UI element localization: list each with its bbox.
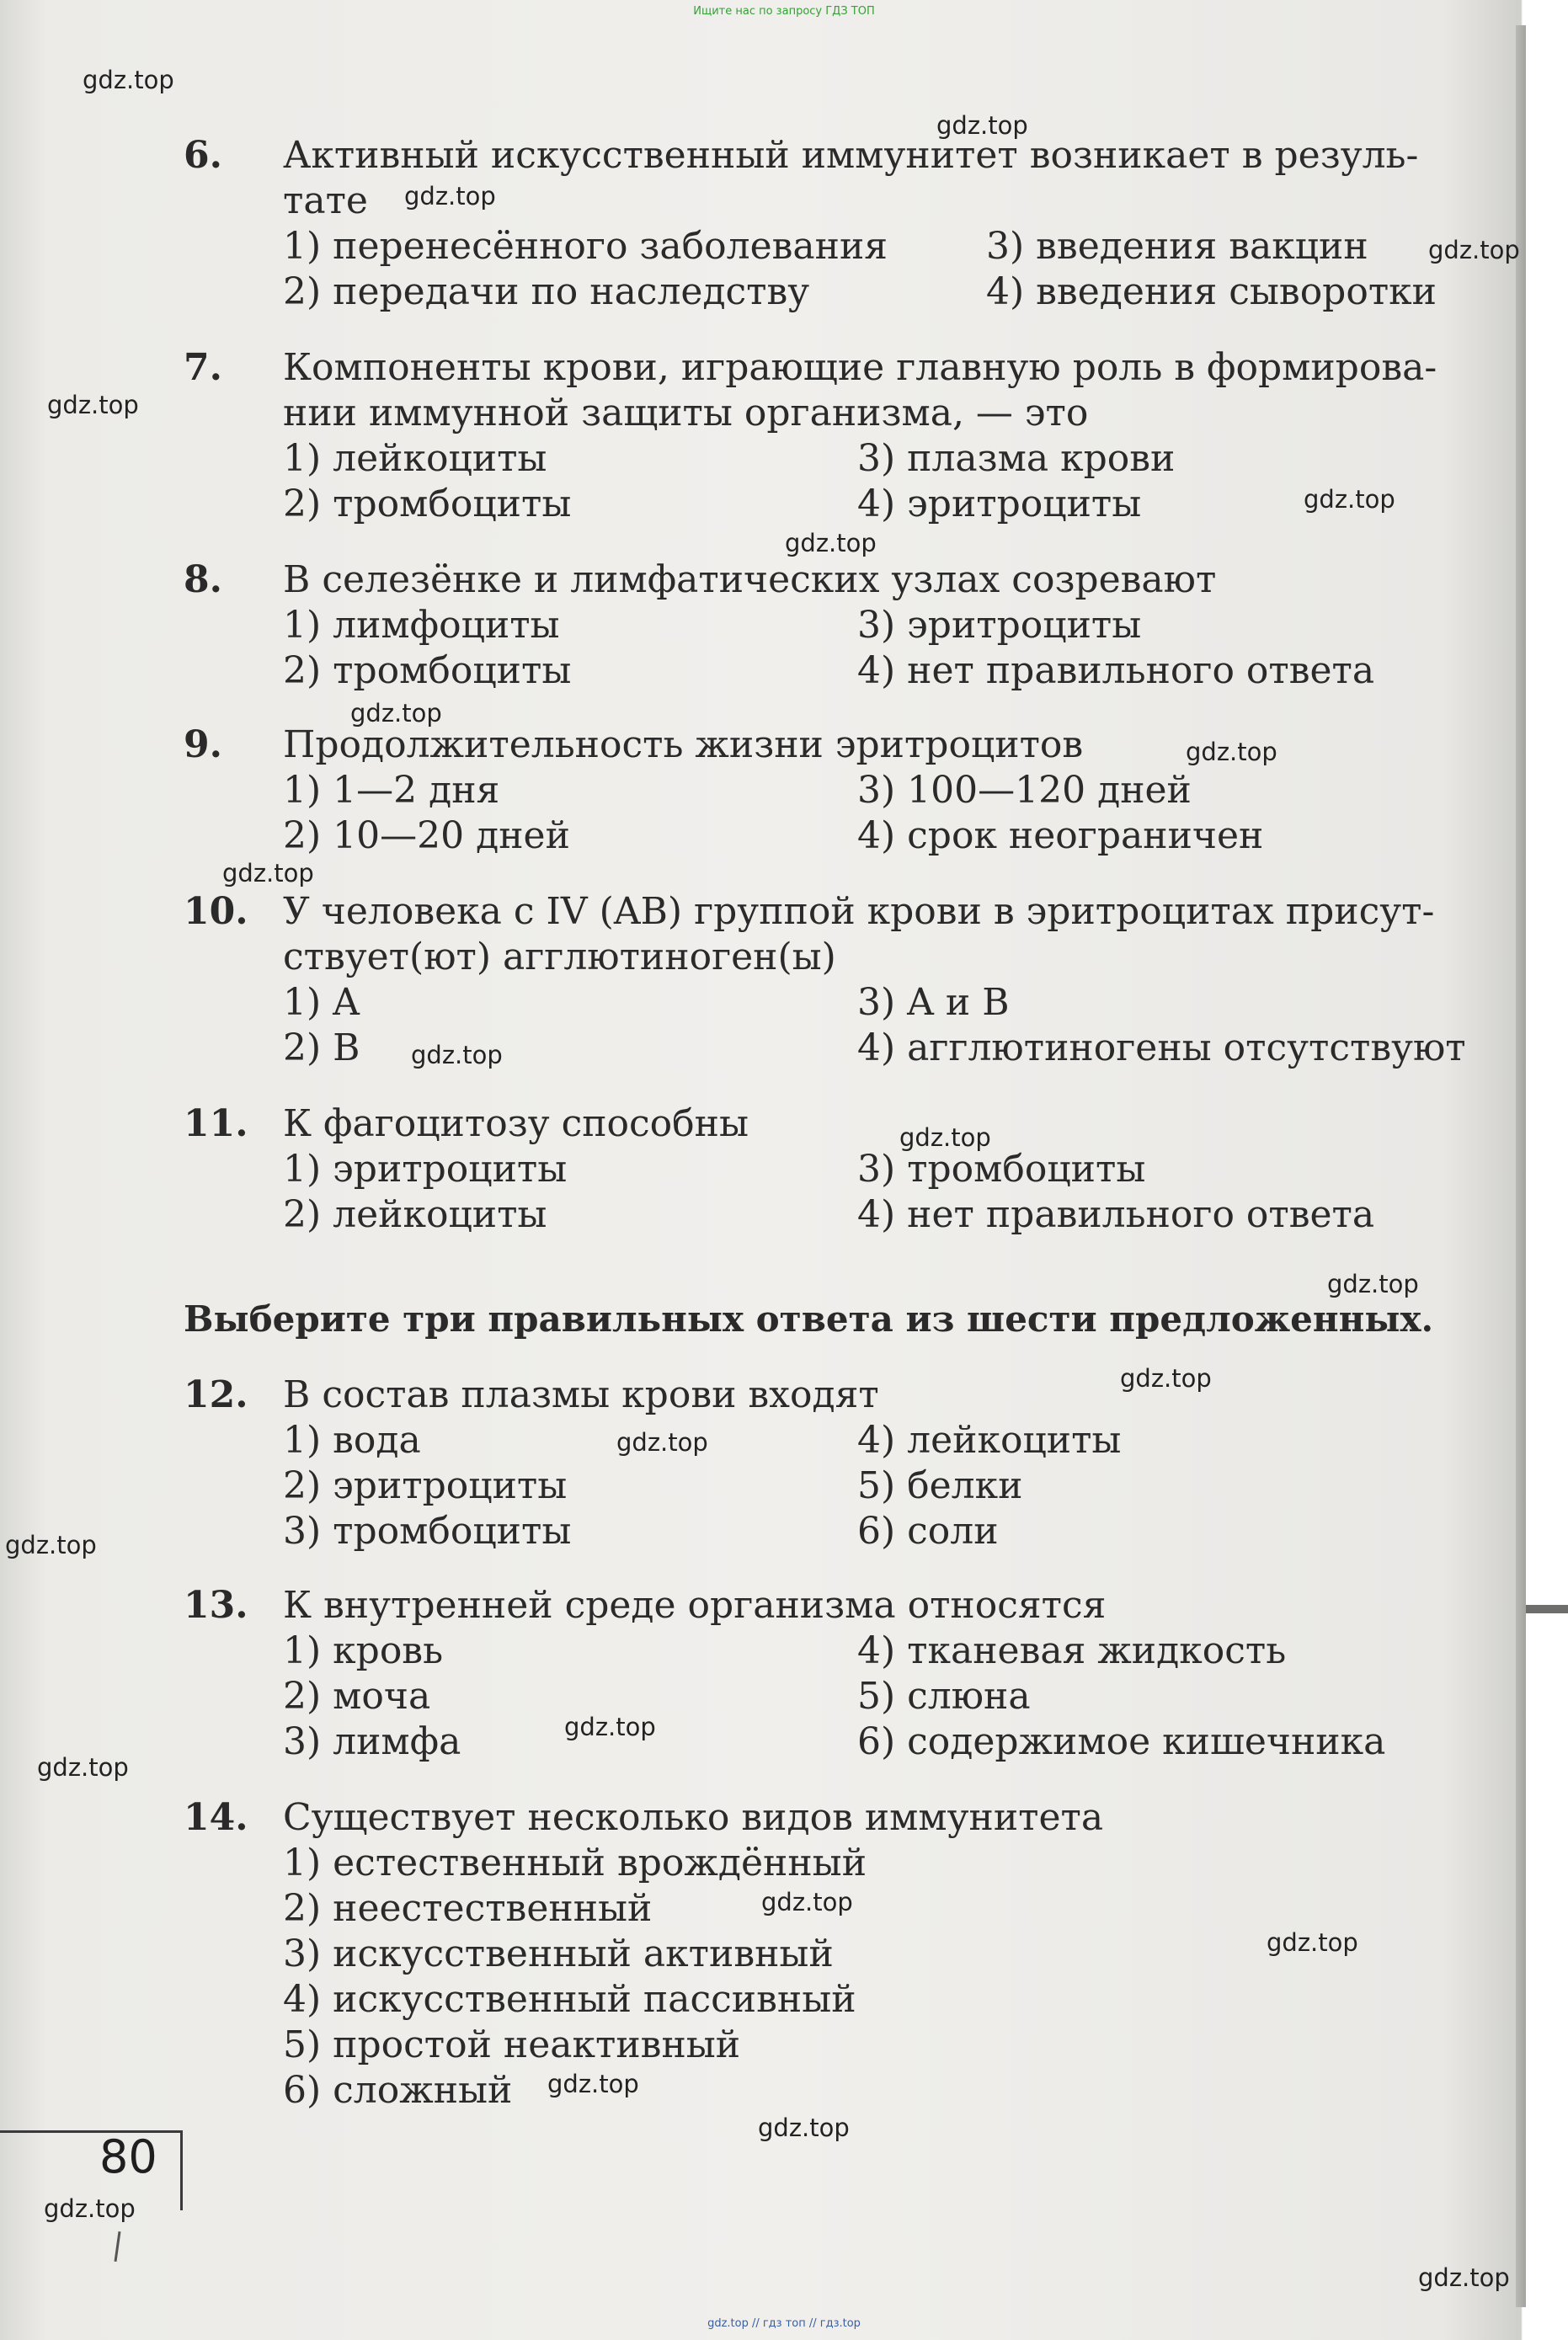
answer-option: 2) тромбоциты [283, 482, 572, 525]
answer-row [283, 1841, 1497, 1886]
answer-option: 6) содержимое кишечника [857, 1720, 1386, 1763]
question-text-line: Продолжительность жизни эритроцитов [283, 723, 1084, 766]
answer-row [283, 2068, 1497, 2113]
watermark: gdz.top [936, 111, 1028, 140]
answer-option: 4) нет правильного ответа [857, 1193, 1375, 1236]
section-instruction: Выберите три правильных ответа из шести предложенных. [184, 1298, 1434, 1340]
watermark: gdz.top [5, 1531, 97, 1559]
question-9 [184, 722, 1497, 859]
question-text-line: В состав плазмы крови входят [283, 1373, 879, 1416]
question-text-line: Существует несколько видов иммунитета [283, 1796, 1104, 1839]
answer-option: 4) агглютиногены отсутствуют [857, 1026, 1466, 1069]
question-8 [184, 557, 1497, 694]
watermark: gdz.top [350, 699, 442, 728]
answer-option: 1) лимфоциты [283, 604, 560, 647]
answer-option: 3) A и B [857, 981, 1010, 1024]
watermark: gdz.top [404, 182, 496, 211]
answer-option: 1) перенесённого заболевания [283, 225, 888, 268]
answer-row [283, 1719, 1497, 1765]
answer-row [283, 2023, 1497, 2068]
answer-option: 4) лейкоциты [857, 1419, 1122, 1462]
watermark: gdz.top [222, 859, 314, 887]
question-10 [184, 889, 1497, 1071]
question-text-line: К внутренней среде организма относятся [283, 1584, 1107, 1627]
watermark: gdz.top [899, 1123, 991, 1152]
question-number: 10. [184, 890, 248, 933]
watermark: gdz.top [564, 1713, 656, 1741]
answer-row [283, 1674, 1497, 1719]
question-text-line: Активный искусственный иммунитет возникает в резуль- [283, 134, 1419, 177]
answer-row [283, 1192, 1497, 1238]
answer-option: 2) B [283, 1026, 360, 1069]
answer-row [283, 603, 1497, 648]
watermark: gdz.top [616, 1428, 708, 1457]
question-number: 7. [184, 346, 222, 389]
answer-option: 4) нет правильного ответа [857, 649, 1375, 692]
watermark: gdz.top [1327, 1270, 1419, 1298]
watermark: gdz.top [37, 1753, 129, 1782]
scan-margin [1526, 0, 1568, 2340]
question-number: 6. [184, 134, 222, 177]
answer-row [283, 1463, 1497, 1509]
watermark: gdz.top [83, 66, 174, 94]
watermark: gdz.top [785, 529, 877, 557]
answer-row [283, 269, 1497, 315]
answer-option: 5) простой неактивный [283, 2023, 741, 2066]
question-number: 9. [184, 723, 222, 766]
answer-option: 2) эритроциты [283, 1464, 568, 1507]
watermark: gdz.top [1418, 2263, 1510, 2292]
question-number: 13. [184, 1584, 248, 1627]
answer-row [283, 1418, 1497, 1463]
answer-option: 4) введения сыворотки [986, 270, 1437, 313]
top-banner[interactable]: Ищите нас по запросу ГДЗ ТОП [693, 5, 875, 18]
page-number: 80 [99, 2130, 157, 2183]
answer-option: 4) искусственный пассивный [283, 1978, 856, 2021]
answer-option: 2) моча [283, 1675, 431, 1718]
question-6 [184, 133, 1497, 315]
answer-row [283, 224, 1497, 269]
watermark: gdz.top [1304, 485, 1395, 514]
answer-option: 1) эритроциты [283, 1148, 568, 1191]
answer-row [283, 768, 1497, 813]
question-number: 14. [184, 1796, 248, 1839]
question-13 [184, 1583, 1497, 1765]
answer-option: 3) искусственный активный [283, 1932, 834, 1975]
answer-option: 3) тромбоциты [857, 1148, 1146, 1191]
question-number: 12. [184, 1373, 248, 1416]
answer-option: 2) тромбоциты [283, 649, 572, 692]
answer-option: 3) эритроциты [857, 604, 1142, 647]
watermark: gdz.top [1186, 738, 1277, 766]
answer-row [283, 648, 1497, 694]
edge-mark [1526, 1605, 1568, 1613]
answer-option: 3) лимфа [283, 1720, 461, 1763]
question-text-line: тате [283, 179, 368, 222]
question-text-line: У человека с IV (AB) группой крови в эритроцитах присут- [283, 890, 1435, 933]
watermark: gdz.top [44, 2194, 136, 2223]
answer-option: 3) плазма крови [857, 437, 1176, 480]
answer-row [283, 813, 1497, 859]
answer-row [283, 980, 1497, 1026]
question-text-line: нии иммунной защиты организма, — это [283, 392, 1089, 434]
watermark: gdz.top [1120, 1364, 1212, 1393]
question-text-line: В селезёнке и лимфатических узлах созревают [283, 558, 1217, 601]
question-12 [184, 1373, 1497, 1554]
question-number: 11. [184, 1102, 248, 1145]
bottom-banner[interactable]: gdz.top // гдз топ // гдз.top [707, 2317, 861, 2330]
question-text-line: К фагоцитозу способны [283, 1102, 749, 1145]
watermark: gdz.top [761, 1888, 853, 1916]
answer-option: 4) эритроциты [857, 482, 1142, 525]
question-11 [184, 1101, 1497, 1238]
answer-option: 3) введения вакцин [986, 225, 1368, 268]
answer-option: 1) A [283, 981, 360, 1024]
pen-mark [115, 2231, 121, 2262]
answer-option: 3) тромбоциты [283, 1510, 572, 1553]
answer-row [283, 1509, 1497, 1554]
answer-option: 2) лейкоциты [283, 1193, 547, 1236]
answer-option: 4) срок неограничен [857, 814, 1264, 857]
watermark: gdz.top [758, 2113, 850, 2142]
answer-option: 6) соли [857, 1510, 999, 1553]
answer-option: 1) вода [283, 1419, 421, 1462]
answer-option: 2) передачи по наследству [283, 270, 810, 313]
answer-option: 1) естественный врождённый [283, 1842, 867, 1884]
answer-row [283, 1977, 1497, 2023]
question-number: 8. [184, 558, 222, 601]
answer-row [283, 1886, 1497, 1932]
answer-option: 5) белки [857, 1464, 1023, 1507]
answer-option: 6) сложный [283, 2069, 513, 2112]
watermark: gdz.top [547, 2070, 639, 2098]
answer-row [283, 1628, 1497, 1674]
watermark: gdz.top [47, 391, 139, 419]
answer-row [283, 1147, 1497, 1192]
question-7 [184, 345, 1497, 527]
answer-option: 1) лейкоциты [283, 437, 547, 480]
answer-option: 2) 10—20 дней [283, 814, 570, 857]
watermark: gdz.top [411, 1041, 503, 1069]
answer-option: 4) тканевая жидкость [857, 1629, 1287, 1672]
answer-option: 1) кровь [283, 1629, 444, 1672]
question-text-line: ствует(ют) агглютиноген(ы) [283, 935, 836, 978]
watermark: gdz.top [1428, 236, 1520, 264]
answer-option: 3) 100—120 дней [857, 769, 1192, 812]
answer-option: 1) 1—2 дня [283, 769, 500, 812]
answer-option: 2) неестественный [283, 1887, 653, 1930]
answer-option: 5) слюна [857, 1675, 1031, 1718]
watermark: gdz.top [1267, 1928, 1358, 1957]
question-text-line: Компоненты крови, играющие главную роль в формирова- [283, 346, 1437, 389]
answer-row [283, 436, 1497, 482]
